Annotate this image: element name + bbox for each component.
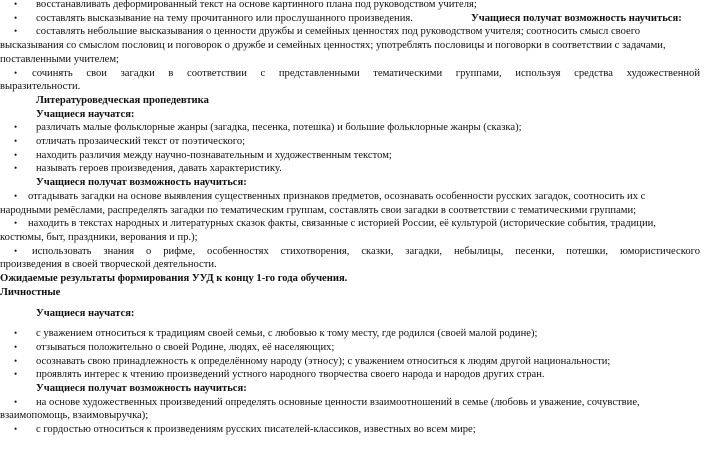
section-subheading: Учащиеся получат возможность научиться:	[36, 177, 247, 189]
bullet-icon: •	[14, 218, 18, 229]
list-item-text: находить различия между научно-познавательным и художественным текстом;	[36, 149, 392, 161]
bullet-icon: •	[14, 122, 18, 133]
bullet-icon: •	[14, 341, 18, 352]
list-item-continuation: выразительности.	[0, 81, 81, 93]
list-item-text: с гордостью относиться к произведениям русских писателей-классиков, известных во всем мире;	[36, 424, 476, 435]
bullet-icon: •	[14, 190, 18, 201]
list-item-continuation: произведения в своей творческой деятельности.	[0, 259, 217, 271]
list-item-text: составлять высказывание на тему прочитанного или прослушанного произведения.	[36, 12, 413, 24]
list-item-text: составлять небольшие высказывания о ценности дружбы и семейных ценностях под руководством учителя; соотносить смысл своего	[36, 26, 641, 38]
list-item-continuation: высказывания со смыслом пословиц и поговорок о дружбе и семейных ценностях; употреблять пословицы и поговорки в соответствии с задачами,	[0, 40, 666, 52]
list-item-text: сочинять свои загадки в соответствии с представленными тематическими группами, используя средства художественной	[32, 67, 700, 79]
section-subheading: Учащиеся научатся:	[36, 308, 135, 320]
list-item-continuation: костюмы, быт, праздники, верования и пр.);	[0, 231, 198, 243]
list-item-text: отгадывать загадки на основе выявления существенных признаков предметов, осознавать особенности русских загадок, соотносить их с	[28, 190, 646, 202]
bullet-icon: •	[14, 424, 18, 434]
bullet-icon: •	[14, 149, 18, 160]
section-subheading: Учащиеся получат возможность научиться:	[471, 12, 682, 24]
list-item-text: осознавать свою принадлежность к определённому народу (этносу); с уважением относиться к людям другой национальности;	[36, 355, 611, 367]
list-item-text: отзываться положительно о своей Родине, людях, её населяющих;	[36, 341, 335, 353]
list-item-text: отличать прозаический текст от поэтического;	[36, 136, 246, 147]
list-item-text: проявлять интерес к чтению произведений устного народного творчества своего народа и народов других стран.	[36, 369, 545, 381]
bullet-icon: •	[14, 396, 18, 407]
bullet-icon: •	[14, 355, 18, 366]
bullet-icon: •	[14, 67, 18, 78]
bullet-icon: •	[14, 26, 18, 37]
section-subheading: Учащиеся получат возможность научиться:	[36, 382, 247, 394]
section-heading: Литературоведческая пропедевтика	[36, 94, 209, 106]
list-item-text: различать малые фольклорные жанры (загадка, песенка, потешка) и большие фольклорные жанры (сказка);	[36, 122, 522, 134]
list-item-text: находить в текстах народных и литературных сказок факты, связанные с историей России, её культурой (исторические события, традиции,	[28, 218, 656, 230]
bullet-icon: •	[14, 0, 18, 9]
list-item-text: с уважением относиться к традициям своей семьи, с любовью к тому месту, где родился (своей малой родине);	[36, 328, 538, 340]
list-item-text: использовать знания о рифме, особенностях стихотворения, сказки, загадки, небылицы, песенки, потешки, юмористического	[32, 245, 700, 257]
list-item-text: восстанавливать деформированный текст на основе картинного плана под руководством учителя;	[36, 0, 477, 10]
section-subheading: Учащиеся научатся:	[36, 108, 135, 120]
bullet-icon: •	[14, 369, 18, 380]
bullet-icon: •	[14, 163, 18, 174]
bullet-icon: •	[14, 136, 18, 146]
list-item-text: на основе художественных произведений определять основные ценности взаимоотношений в семье (любовь и уважение, сочувствие,	[36, 396, 640, 408]
bullet-icon: •	[14, 245, 18, 256]
list-item-continuation: взаимопомощь, взаимовыручка);	[0, 410, 149, 422]
section-heading: Ожидаемые результаты формирования УУД к концу 1-го года обучения.	[0, 273, 348, 284]
section-heading: Личностные	[0, 286, 61, 298]
list-item-continuation: поставленными учителем;	[0, 53, 119, 65]
list-item-continuation: народными ремёслами, распределять загадки по тематическим группам, составлять свои загадки в соответствии с тематическими группами;	[0, 204, 637, 216]
list-item-text: называть героев произведения, давать характеристику.	[36, 163, 282, 175]
bullet-icon: •	[14, 12, 18, 23]
bullet-icon: •	[14, 328, 18, 339]
